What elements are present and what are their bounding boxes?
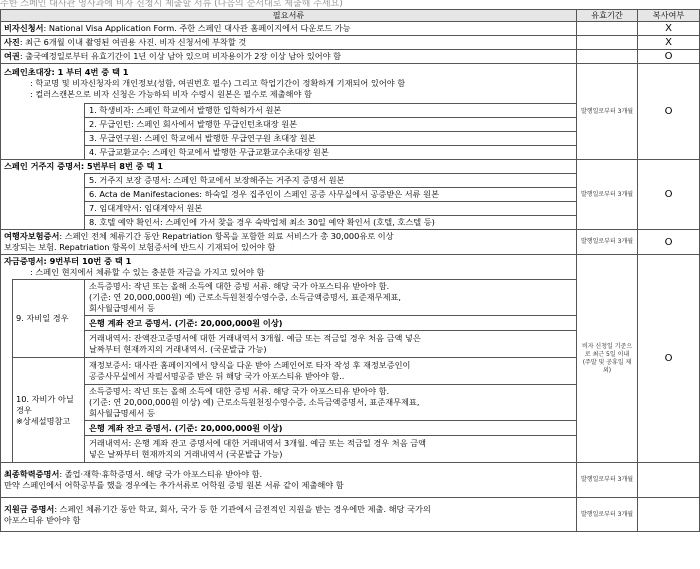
row-funds-heading (1, 255, 700, 280)
passport-title: 여권 (4, 51, 20, 61)
invitation-copy: O (638, 64, 700, 160)
insurance-text-2: 보장되는 보험. Repatriation 항목이 보험증서에 반드시 기재되어 있어야 함 (4, 242, 276, 252)
case10-guarantee-line2: 공증사무실에서 자필서명공증 받은 뒤 해당 국가 아포스티유 받아야 함.. (89, 371, 345, 381)
photo-title: 사진 (4, 37, 20, 47)
case9-tx-line2: 날짜부터 현재까지의 거래내역서. (국문발급 가능) (89, 344, 267, 354)
support-text: : 스페인 체류기간 동안 학교, 회사, 국가 등 한 기관에서 금전적인 지원을 받는 경우에만 제출. 해당 국가의 (54, 503, 431, 514)
row-passport (1, 50, 700, 64)
funds-note: : 스페인 현지에서 체류할 수 있는 충분한 자금을 가지고 있어야 함 (30, 267, 265, 277)
passport-copy: O (638, 50, 700, 64)
required-documents-table (0, 9, 700, 532)
insurance-text: : 스페인 전체 체류기간 동안 Repatriation 항목을 포함한 의료 서비스가 총 30,000유로 이상 (59, 231, 394, 241)
residence-item-8: 8. 호텔 예약 확인서: 스페인에 가서 찾을 경우 숙박업체 최소 30일 예약 확인서 (호텔, 호스텔 등) (85, 216, 577, 230)
invitation-item-3: 3. 무급연구원: 스페인 학교에서 발행한 무급연구원 초대장 원본 (85, 132, 577, 146)
invitation-choose: : 1 부터 4번 중 택 1 (51, 67, 129, 77)
header-row (1, 10, 700, 22)
residence-copy: O (638, 160, 700, 230)
case9-income-line2: (기준: 연 20,000,000원) 예) 근로소득원천징수영수증, 소득금액증명서, 표준재무제표, (89, 292, 402, 302)
invitation-item-1: 1. 학생비자: 스페인 학교에서 발행한 입학허가서 원본 (85, 104, 577, 118)
case10-balance: 은행 계좌 잔고 증명서. (기준: 20,000,000원 이상) (85, 421, 577, 436)
education-text: : 졸업·재학·휴학증명서. 해당 국가 아포스티유 받아야 함. (59, 469, 263, 479)
funds-copy: O (638, 255, 700, 463)
invitation-note-2: : 컬러스캔본으로 비자 신청은 가능하되 비자 수령시 원본은 필수로 제출해야 함 (30, 89, 312, 99)
case10-tx-line2: 넣은 날짜부터 현재까지의 거래내역서 (국문발급 가능) (89, 449, 283, 459)
residence-title: 스페인 거주지 증명서 (4, 161, 81, 171)
visa-form-text: : National Visa Application Form. 주한 스페인 대사관 홈페이지에서 다운로드 가능 (43, 23, 351, 33)
visa-form-copy: X (638, 22, 700, 36)
invitation-item-4: 4. 무급교환교수: 스페인 학교에서 발행한 무급교환교수초대장 원본 (85, 146, 577, 160)
funds-title: 자금증명서 (4, 256, 44, 266)
funds-validity: 비자 신청일 기준으로 최근 5일 이내 (주말 및 공휴일 제외) (577, 255, 638, 463)
header-validity: 유효기간 (577, 10, 638, 22)
insurance-title: 여행자보험증서 (4, 231, 60, 241)
education-title: 최종학력증명서 (4, 469, 60, 479)
invitation-validity: 발행일로부터 3개월 (577, 64, 638, 160)
funds-case-9: 9. 자비일 경우 (13, 280, 85, 358)
residence-choose: : 5번부터 8번 중 택 1 (80, 161, 163, 171)
residence-item-7: 7. 임대계약서: 임대계약서 원본 (85, 202, 577, 216)
case9-balance: 은행 계좌 잔고 증명서. (기준: 20,000,000원 이상) (85, 316, 577, 331)
funds-choose: : 9번부터 10번 중 택 1 (43, 256, 132, 266)
case10-income-line3: 회사월급명세서 등 (89, 408, 155, 418)
education-text-2: 만약 스페인에서 어학공부를 했을 경우에는 추가서류로 어학원 증빙 원본 서류 같이 제출해야 함 (4, 480, 344, 490)
photo-text: : 최근 6개월 이내 촬영된 여권용 사진. 비자 신청서에 부착할 것 (19, 37, 247, 47)
row-education (1, 463, 700, 498)
insurance-validity: 발행일로부터 3개월 (577, 230, 638, 255)
invitation-item-2: 2. 무급인턴: 스페인 회사에서 발행한 무급인턴초대장 원본 (85, 118, 577, 132)
case10-income-line1: 소득증명서: 작년 또는 올해 소득에 대한 증빙 서류. 해당 국가 아포스티유 받아야 함. (89, 386, 390, 396)
support-validity: 발행일로부터 3개월 (577, 498, 638, 532)
funds-case-10: 10. 자비가 아닐 경우 (16, 393, 74, 415)
insurance-copy: O (638, 230, 700, 255)
case9-tx-line1: 거래내역서: 잔액잔고증명서에 대한 거래내역서 3개월. 예금 또는 적금일 경우 처음 금액 넣은 (89, 333, 421, 343)
visa-form-title: 비자신청서 (4, 23, 44, 33)
row-photo (1, 36, 700, 50)
residence-item-5: 5. 거주지 보장 증명서: 스페인 학교에서 보장해주는 거주지 증명서 원본 (85, 174, 577, 188)
page-caption: 주한 스페인 대사관 영사과에 비자 신청시 제출할 서류 (다음의 순서대로 제출해 주세요) (0, 0, 343, 8)
photo-copy: X (638, 36, 700, 50)
case10-guarantee-line1: 재정보증서: 대사관 홈페이지에서 양식을 다운 받아 스페인어로 타자 작성 후 재정보증인이 (89, 360, 411, 370)
case9-income-line1: 소득증명서: 작년 또는 올해 소득에 대한 증빙 서류. 해당 국가 아포스티유 받아야 함. (89, 281, 390, 291)
row-support (1, 498, 700, 532)
row-insurance (1, 230, 700, 255)
funds-case-10-note: ※상세설명참고 (16, 415, 71, 426)
row-residence-heading (1, 160, 700, 174)
invitation-title: 스페인초대장 (4, 67, 52, 77)
header-copy: 복사여부 (638, 10, 700, 22)
residence-validity: 발행일로부터 3개월 (577, 160, 638, 230)
support-text-2: 아포스티유 받아야 함 (4, 514, 81, 525)
residence-item-6: 6. Acta de Manifestaciones: 하숙일 경우 집주인이 스페인 공증 사무실에서 공증받은 서류 원본 (85, 188, 577, 202)
header-docs: 필요서류 (1, 10, 577, 22)
case9-income-line3: 회사월급명세서 등 (89, 303, 155, 313)
invitation-note-1: : 학교명 및 비자신청자의 개인정보(성함, 여권번호 필수) 그리고 학업기간이 정확하게 기재되어 있어야 함 (30, 78, 406, 88)
passport-text: : 출국예정일로부터 유효기간이 1년 이상 남아 있으며 비자용이가 2장 이상 남아 있어야 함 (19, 51, 342, 61)
case10-tx-line1: 거래내역서: 은행 계좌 잔고 증명서에 대한 거래내역서 3개월. 예금 또는 적금일 경우 처음 금액 (89, 438, 427, 448)
row-visa-form (1, 22, 700, 36)
row-invitation-heading (1, 64, 700, 104)
education-validity: 발행일로부터 3개월 (577, 463, 638, 498)
case10-income-line2: (기준: 연 20,000,000원 이상) 예) 근로소득원천징수영수증, 소득금액증명서, 표준재무제표, (89, 397, 420, 407)
support-title: 지원금 증명서 (4, 503, 55, 514)
